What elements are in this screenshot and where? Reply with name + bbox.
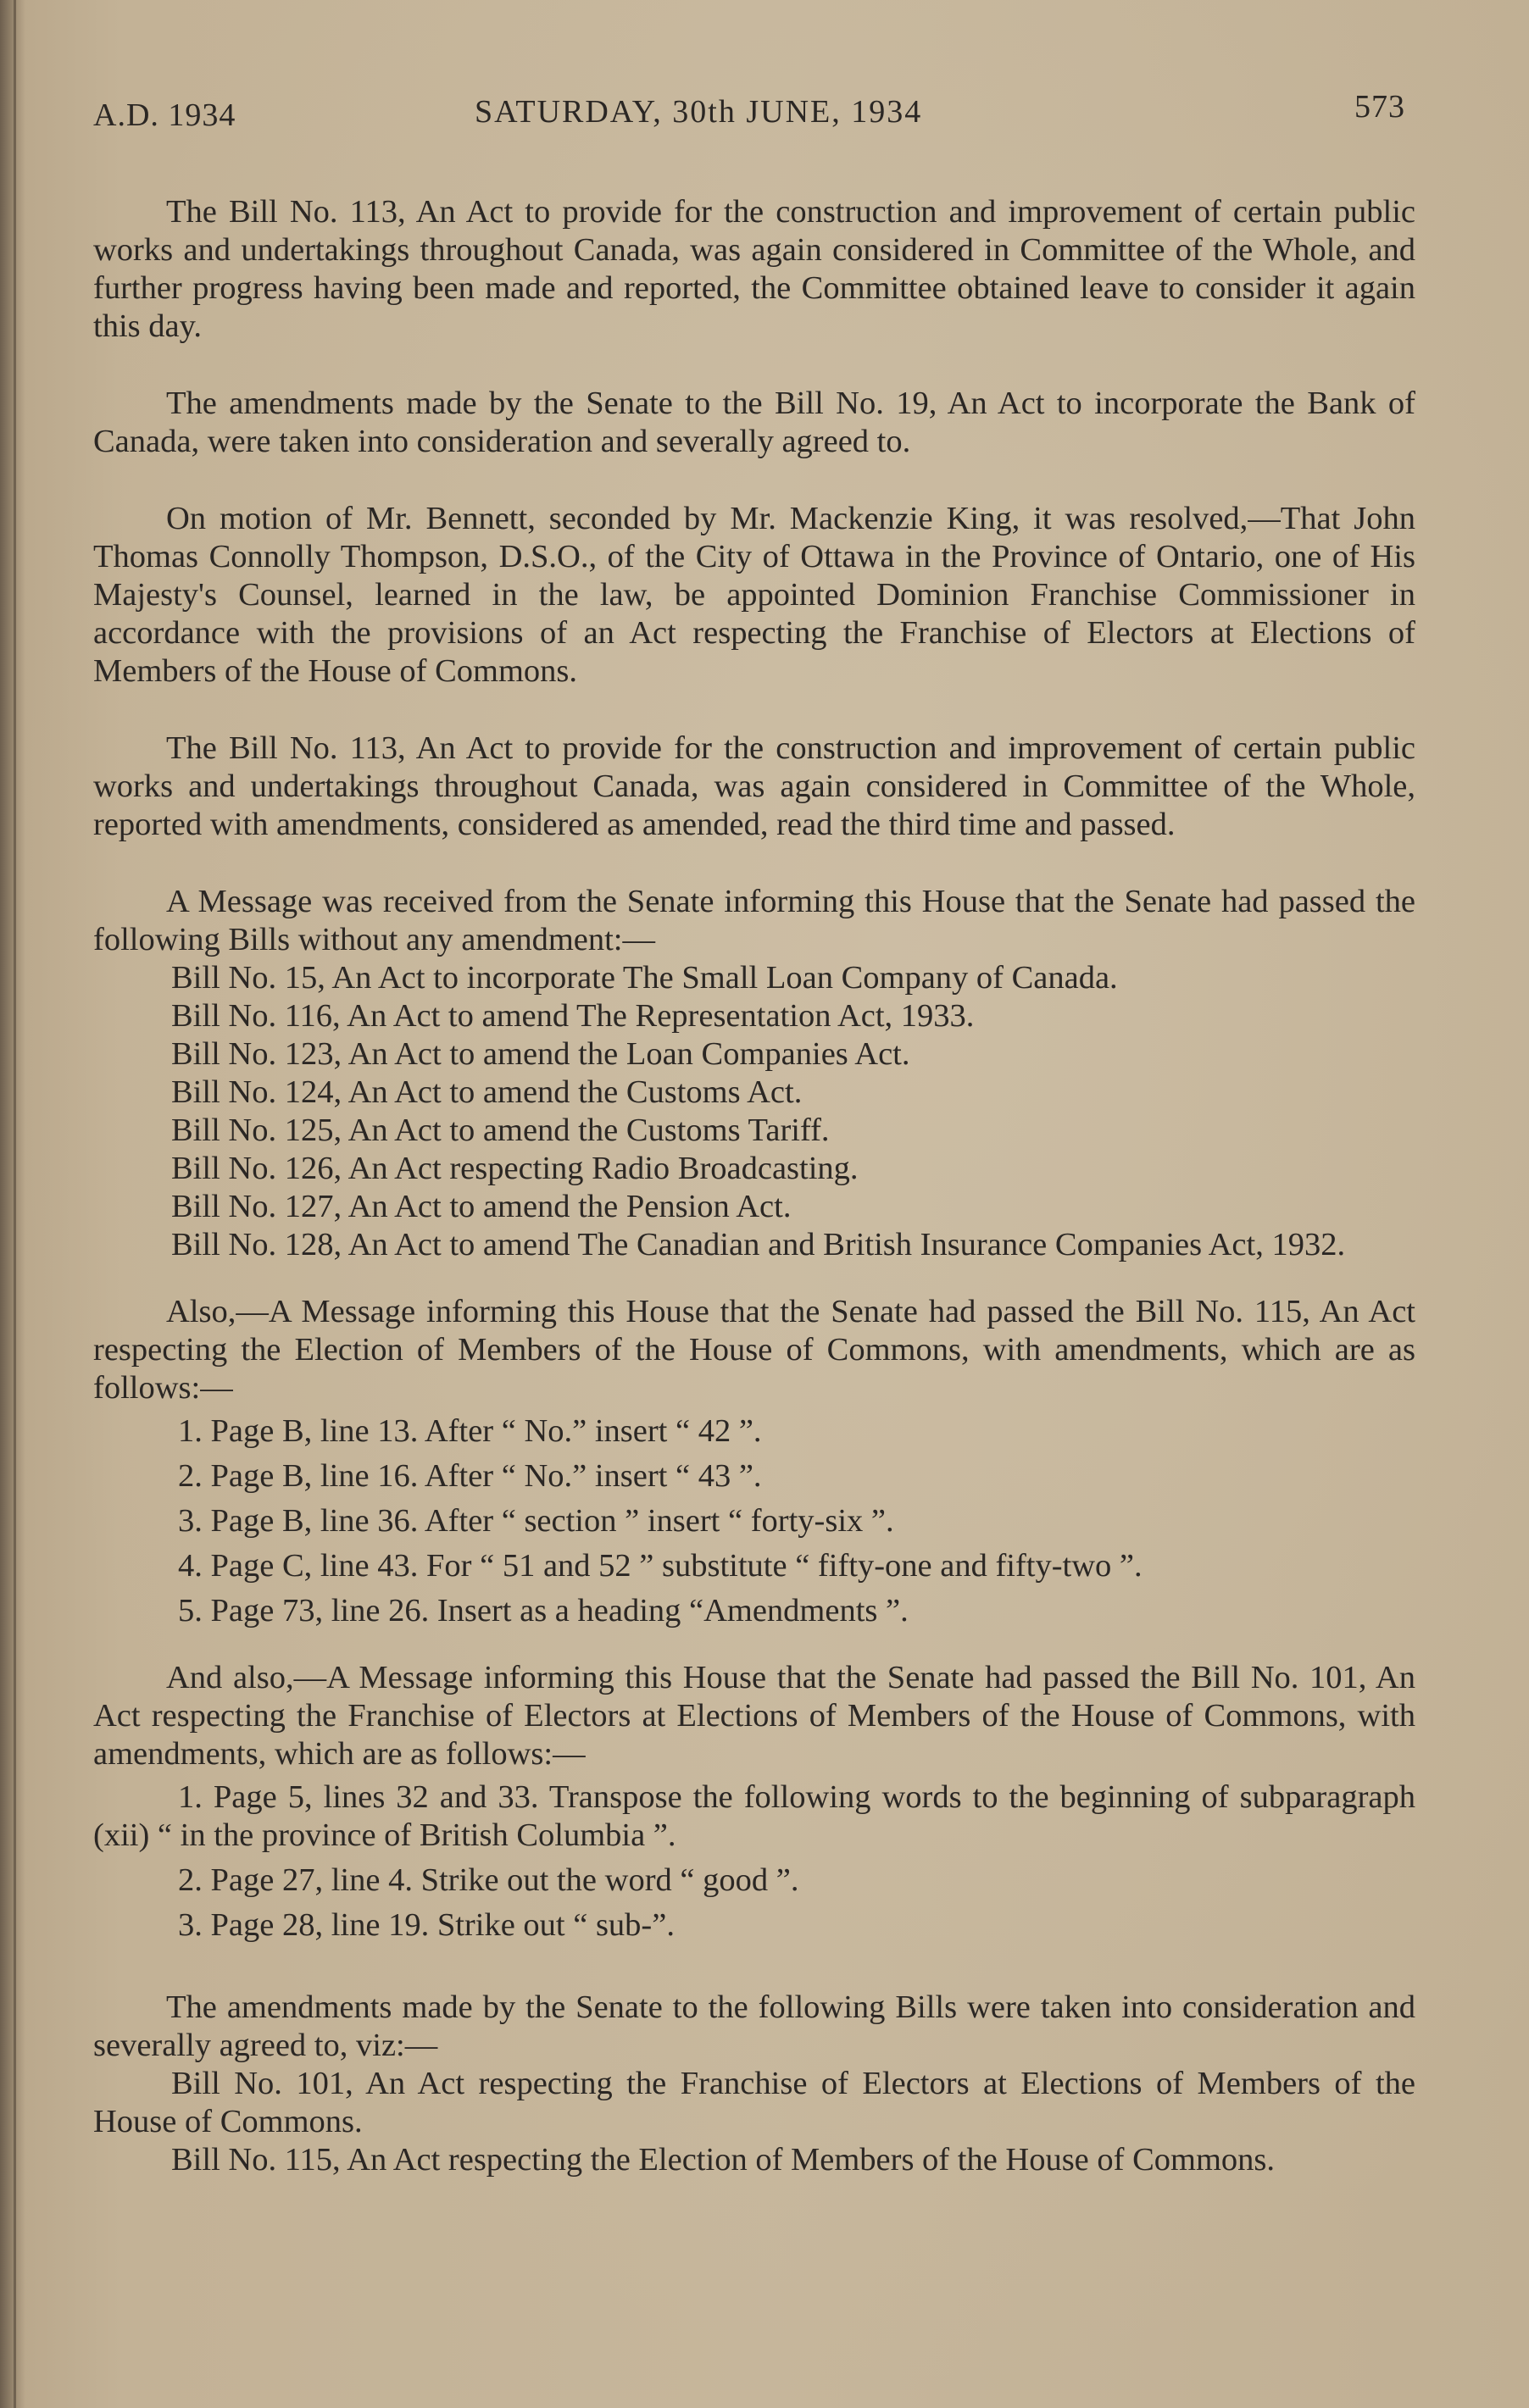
paragraph-bill-19-amendments: The amendments made by the Senate to the Bill No. 19, An Act to incorporate the Bank of Canada, were taken into consideration and severally agreed to. bbox=[93, 386, 1415, 459]
agreed-bills-list bbox=[93, 2065, 1415, 2179]
list-item: Bill No. 101, An Act respecting the Franchise of Electors at Elections of Members of the House of Commons. bbox=[93, 2066, 1415, 2139]
paragraph-bill-113-passed: The Bill No. 113, An Act to provide for the construction and improvement of certain public works and undertakings throughout Canada, was again considered in Committee of the Whole, reported with amendments, considered as amended, read the third time and passed. bbox=[93, 730, 1415, 842]
list-item: 4. Page C, line 43. For “ 51 and 52 ” substitute “ fifty-one and fifty-two ”. bbox=[178, 1548, 1143, 1584]
list-item: Bill No. 127, An Act to amend the Pension Act. bbox=[171, 1189, 792, 1224]
list-item: 3. Page 28, line 19. Strike out “ sub-”. bbox=[178, 1907, 675, 1943]
paragraph-bill-115-message: Also,—A Message informing this House that the Senate had passed the Bill No. 115, An Act respecting the Election of Members of the House of Commons, with amendments, which are as follows:— bbox=[93, 1294, 1415, 1406]
list-item: Bill No. 125, An Act to amend the Customs Tariff. bbox=[171, 1112, 830, 1148]
bill-115-amendments-list bbox=[93, 1412, 1415, 1630]
list-item: 1. Page 5, lines 32 and 33. Transpose the following words to the beginning of subparagraph (xii) “ in the province of British Columbia ”. bbox=[93, 1779, 1415, 1853]
list-item: Bill No. 126, An Act respecting Radio Broadcasting. bbox=[171, 1151, 859, 1186]
running-header bbox=[93, 85, 1415, 153]
paragraph-bill-101-message: And also,—A Message informing this House that the Senate had passed the Bill No. 101, An Act respecting the Franchise of Electors at Elections of Members of the House of Commons, with amendments, which are as follows:— bbox=[93, 1660, 1415, 1772]
binding-shadow-line bbox=[14, 0, 16, 2408]
journal-text bbox=[93, 193, 1415, 2179]
list-item: 5. Page 73, line 26. Insert as a heading “Amendments ”. bbox=[178, 1593, 909, 1628]
list-item: 2. Page B, line 16. After “ No.” insert “ 43 ”. bbox=[178, 1458, 762, 1494]
list-item: Bill No. 116, An Act to amend The Representation Act, 1933. bbox=[171, 998, 975, 1034]
book-binding-edge bbox=[0, 0, 25, 2408]
bills-passed-list bbox=[93, 959, 1415, 1264]
list-item: Bill No. 128, An Act to amend The Canadian and British Insurance Companies Act, 1932. bbox=[171, 1227, 1346, 1262]
list-item: Bill No. 124, An Act to amend the Customs Act. bbox=[171, 1074, 803, 1110]
paragraph-bill-113-progress: The Bill No. 113, An Act to provide for the construction and improvement of certain public works and undertakings throughout Canada, was again considered in Committee of the Whole, and further progress having been made and reported, the Committee obtained leave to consider it again this day. bbox=[93, 194, 1415, 344]
page-content bbox=[93, 85, 1415, 2208]
list-item: Bill No. 123, An Act to amend the Loan Companies Act. bbox=[171, 1036, 910, 1072]
list-item: Bill No. 15, An Act to incorporate The Small Loan Company of Canada. bbox=[171, 960, 1118, 996]
header-year: A.D. 1934 bbox=[93, 97, 236, 133]
header-date: SATURDAY, 30th JUNE, 1934 bbox=[475, 94, 923, 130]
bill-101-amendments-list bbox=[93, 1778, 1415, 1945]
paragraph-amendments-agreed: The amendments made by the Senate to the following Bills were taken into consideration and severally agreed to, viz:— bbox=[93, 1989, 1415, 2063]
list-item: 1. Page B, line 13. After “ No.” insert “ 42 ”. bbox=[178, 1413, 762, 1449]
paragraph-senate-message: A Message was received from the Senate informing this House that the Senate had passed the following Bills without any amendment:— bbox=[93, 884, 1415, 957]
list-item: 3. Page B, line 36. After “ section ” insert “ forty-six ”. bbox=[178, 1503, 894, 1539]
section-spacer bbox=[93, 1973, 1415, 1989]
page-number: 573 bbox=[1354, 89, 1405, 125]
paragraph-franchise-commissioner: On motion of Mr. Bennett, seconded by Mr. Mackenzie King, it was resolved,—That John Thomas Connolly Thompson, D.S.O., of the City of Ottawa in the Province of Ontario, one of His Majesty's Counsel, learned in the law, be appointed Dominion Franchise Commissioner in accordance with the provisions of an Act respecting the Franchise of Electors at Elections of Members of the House of Commons. bbox=[93, 501, 1415, 689]
list-item: Bill No. 115, An Act respecting the Election of Members of the House of Commons. bbox=[171, 2142, 1276, 2178]
list-item: 2. Page 27, line 4. Strike out the word “ good ”. bbox=[178, 1862, 799, 1898]
